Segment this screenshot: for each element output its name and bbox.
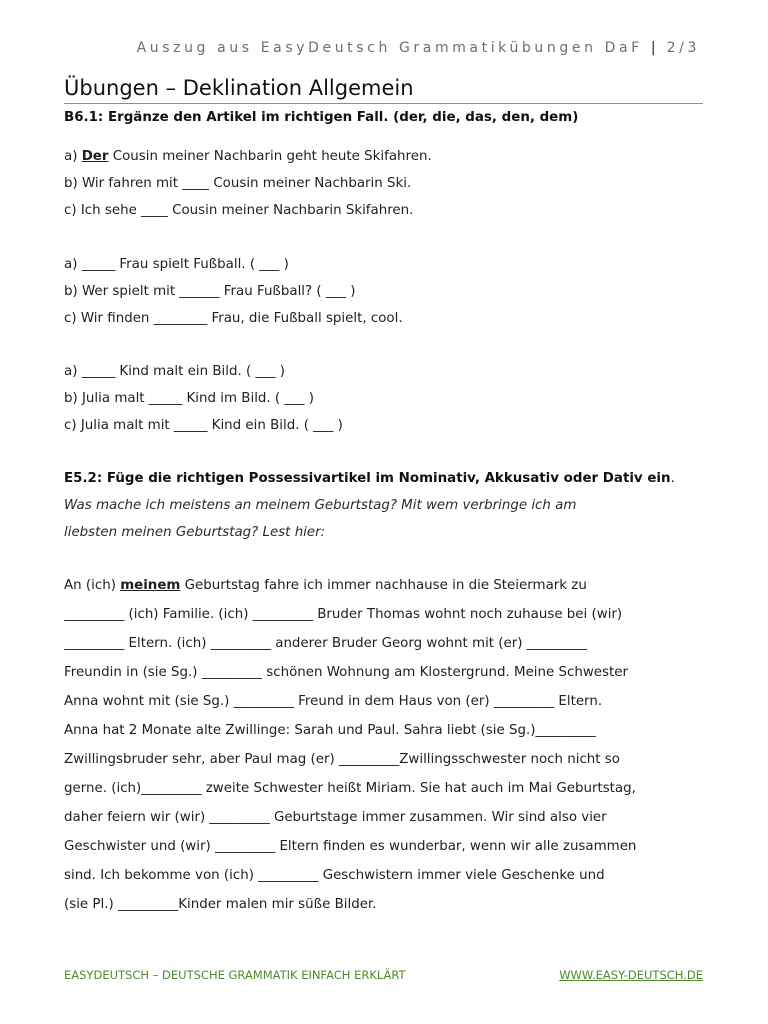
e52-text-line: _________ Eltern. (ich) _________ anderer Bruder Georg wohnt mit (er) _________: [64, 636, 587, 651]
e52-text-line: sind. Ich bekomme von (ich) _________ Geschwistern immer viele Geschenke und: [64, 868, 605, 883]
b61-group2-c: c) Wir finden ________ Frau, die Fußball spielt, cool.: [64, 311, 403, 326]
e52-text-line: (sie Pl.) _________Kinder malen mir süße Bilder.: [64, 897, 377, 912]
footer-website-link[interactable]: WWW.EASY-DEUTSCH.DE: [559, 968, 703, 982]
b61-group1-a-prefix: a): [64, 149, 82, 164]
b61-group3-a: a) _____ Kind malt ein Bild. ( ___ ): [64, 364, 286, 379]
e52-text-line: Anna hat 2 Monate alte Zwillinge: Sarah und Paul. Sahra liebt (sie Sg.)_________: [64, 723, 596, 738]
b61-group1-a: [64, 149, 432, 164]
b61-group2-a: a) _____ Frau spielt Fußball. ( ___ ): [64, 257, 289, 272]
b61-group3-b: b) Julia malt _____ Kind im Bild. ( ___ ): [64, 391, 314, 406]
page-number: 2/3: [666, 40, 700, 56]
e52-text-line: Freundin in (sie Sg.) _________ schönen Wohnung am Klostergrund. Meine Schwester: [64, 665, 629, 680]
e52-instruction-end: .: [670, 471, 675, 486]
header-source: Auszug aus EasyDeutsch Grammatikübungen DaF: [136, 40, 643, 56]
e52-text-line: daher feiern wir (wir) _________ Geburtstage immer zusammen. Wir sind also vier: [64, 810, 607, 825]
header-separator: |: [650, 40, 659, 56]
e52-intro-line-2: liebsten meinen Geburtstag? Lest hier:: [64, 525, 326, 540]
e52-text-line: _________ (ich) Familie. (ich) _________ Bruder Thomas wohnt noch zuhause bei (wir): [64, 607, 623, 622]
e52-text-line-1: [64, 578, 587, 593]
page-title: Übungen – Deklination Allgemein: [64, 76, 703, 104]
e52-intro-line-1: Was mache ich meistens an meinem Geburtstag? Mit wem verbringe ich am: [64, 498, 577, 513]
b61-group1-a-rest: Cousin meiner Nachbarin geht heute Skifahren.: [108, 149, 432, 164]
e52-instruction: E5.2: Füge die richtigen Possessivartikel im Nominativ, Akkusativ oder Dativ ein: [64, 471, 671, 486]
e52-first-rest: Geburtstag fahre ich immer nachhause in die Steiermark zu: [180, 578, 587, 593]
e52-text-line: gerne. (ich)_________ zweite Schwester heißt Miriam. Sie hat auch im Mai Geburtstag,: [64, 781, 636, 796]
e52-instruction-line: [64, 471, 675, 486]
e52-text-line: Geschwister und (wir) _________ Eltern finden es wunderbar, wenn wir alle zusammen: [64, 839, 637, 854]
b61-group1-a-answer: Der: [81, 149, 109, 164]
e52-text-line: Zwillingsbruder sehr, aber Paul mag (er) _________Zwillingsschwester noch nicht so: [64, 752, 620, 767]
b61-group3-c: c) Julia malt mit _____ Kind ein Bild. ( ___ ): [64, 418, 343, 433]
b61-group1-c: c) Ich sehe ____ Cousin meiner Nachbarin Skifahren.: [64, 203, 414, 218]
page-header: [137, 40, 700, 56]
e52-text-line: Anna wohnt mit (sie Sg.) _________ Freund in dem Haus von (er) _________ Eltern.: [64, 694, 603, 709]
b61-instruction: B6.1: Ergänze den Artikel im richtigen Fall. (der, die, das, den, dem): [64, 110, 579, 125]
e52-first-answer: meinem: [120, 578, 181, 593]
e52-first-prefix: An (ich): [64, 578, 121, 593]
footer-brand: EASYDEUTSCH – DEUTSCHE GRAMMATIK EINFACH ERKLÄRT: [64, 968, 406, 982]
b61-group2-b: b) Wer spielt mit ______ Frau Fußball? ( ___ ): [64, 284, 356, 299]
b61-group1-b: b) Wir fahren mit ____ Cousin meiner Nachbarin Ski.: [64, 176, 412, 191]
